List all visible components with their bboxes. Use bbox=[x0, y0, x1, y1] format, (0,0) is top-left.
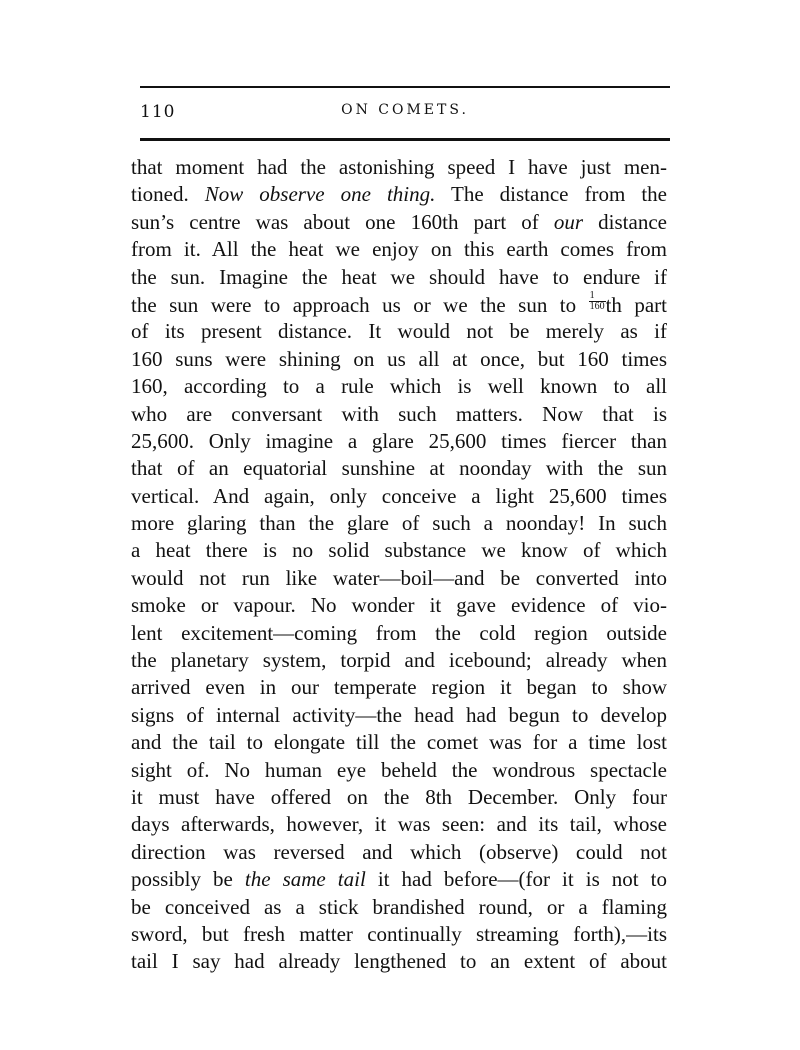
text-segment: that moment had the astonishing speed I have just men- bbox=[131, 155, 667, 179]
text-line bbox=[131, 647, 667, 674]
text-line bbox=[131, 318, 667, 345]
text-line bbox=[131, 921, 667, 948]
running-title: ON COMETS. bbox=[341, 102, 469, 118]
text-segment: smoke or vapour. No wonder it gave evidence of vio- bbox=[131, 593, 667, 618]
body-text bbox=[131, 154, 667, 976]
fraction bbox=[589, 291, 606, 312]
text-line bbox=[131, 428, 667, 455]
text-segment: it must have offered on the 8th December. Only four bbox=[131, 784, 667, 809]
text-segment: The distance from the bbox=[435, 182, 667, 207]
text-segment: tail I say had already lengthened to an extent of about bbox=[131, 949, 667, 974]
text-segment: more glaring than the glare of such a noonday! In such bbox=[131, 511, 667, 536]
text-line bbox=[131, 264, 667, 291]
text-line bbox=[131, 620, 667, 647]
page-number: 110 bbox=[140, 102, 176, 122]
text-segment: sun’s centre was about one 160th part of bbox=[131, 209, 554, 234]
text-line bbox=[131, 674, 667, 701]
header-rule-top bbox=[140, 86, 670, 88]
text-line bbox=[131, 592, 667, 619]
fraction-numerator: 1 bbox=[589, 291, 606, 302]
text-line bbox=[131, 373, 667, 400]
text-line bbox=[131, 729, 667, 756]
text-line bbox=[131, 209, 667, 236]
text-segment: distance bbox=[583, 209, 667, 234]
text-segment: possibly be bbox=[131, 867, 245, 892]
text-line bbox=[131, 483, 667, 510]
text-segment: vertical. And again, only conceive a light 25,600 times bbox=[131, 483, 667, 508]
text-line bbox=[131, 784, 667, 811]
italic-text-segment: Now observe one thing. bbox=[204, 182, 436, 207]
italic-text-segment: our bbox=[553, 209, 584, 234]
text-segment: the sun were to approach us or we the sun to bbox=[131, 292, 589, 317]
text-segment: days afterwards, however, it was seen: and its tail, whose bbox=[131, 812, 667, 837]
text-line bbox=[131, 401, 667, 428]
text-segment: lent excitement—coming from the cold region outside bbox=[131, 620, 667, 645]
running-head bbox=[140, 102, 670, 126]
text-line bbox=[131, 236, 667, 263]
text-segment: 25,600. Only imagine a glare 25,600 times fiercer than bbox=[131, 428, 667, 453]
text-line bbox=[131, 702, 667, 729]
text-segment: that of an equatorial sunshine at noonday with the sun bbox=[131, 456, 667, 481]
text-line bbox=[131, 181, 667, 208]
text-segment: th part bbox=[605, 292, 668, 317]
text-segment: it had before—(for it is not to bbox=[365, 867, 667, 892]
text-segment: of its present distance. It would not be merely as if bbox=[131, 319, 667, 344]
text-line bbox=[131, 346, 667, 373]
text-segment: 160 suns were shining on us all at once, but 160 times bbox=[131, 346, 667, 371]
text-segment: be conceived as a stick brandished round, or a flaming bbox=[131, 894, 667, 919]
text-line bbox=[131, 154, 667, 181]
text-segment: tioned. bbox=[131, 182, 205, 207]
text-segment: 160, according to a rule which is well known to all bbox=[131, 374, 667, 399]
text-line bbox=[131, 455, 667, 482]
text-segment: the sun. Imagine the heat we should have to endure if bbox=[131, 264, 667, 289]
text-line bbox=[131, 565, 667, 592]
text-segment: who are conversant with such matters. Now that is bbox=[131, 401, 667, 426]
text-line bbox=[131, 757, 667, 784]
text-line bbox=[131, 894, 667, 921]
text-line bbox=[131, 291, 667, 318]
text-segment: sword, but fresh matter continually streaming forth),—its bbox=[131, 921, 667, 946]
text-segment: direction was reversed and which (observe) could not bbox=[131, 839, 667, 864]
text-segment: and the tail to elongate till the comet was for a time lost bbox=[131, 730, 667, 755]
text-segment: a heat there is no solid substance we know of which bbox=[131, 538, 667, 563]
text-segment: the planetary system, torpid and icebound; already when bbox=[131, 648, 667, 673]
text-line bbox=[131, 510, 667, 537]
text-line bbox=[131, 948, 667, 975]
text-segment: sight of. No human eye beheld the wondrous spectacle bbox=[131, 757, 667, 782]
text-line bbox=[131, 811, 667, 838]
text-line bbox=[131, 839, 667, 866]
text-segment: arrived even in our temperate region it began to show bbox=[131, 675, 667, 700]
header-rule-bottom bbox=[140, 138, 670, 141]
italic-text-segment: the same tail bbox=[244, 867, 366, 892]
text-segment: would not run like water—boil—and be converted into bbox=[131, 565, 667, 590]
fraction-denominator: 160 bbox=[589, 300, 605, 312]
text-line bbox=[131, 537, 667, 564]
text-segment: from it. All the heat we enjoy on this earth comes from bbox=[131, 237, 667, 262]
text-segment: signs of internal activity—the head had begun to develop bbox=[131, 702, 667, 727]
text-line bbox=[131, 866, 667, 893]
